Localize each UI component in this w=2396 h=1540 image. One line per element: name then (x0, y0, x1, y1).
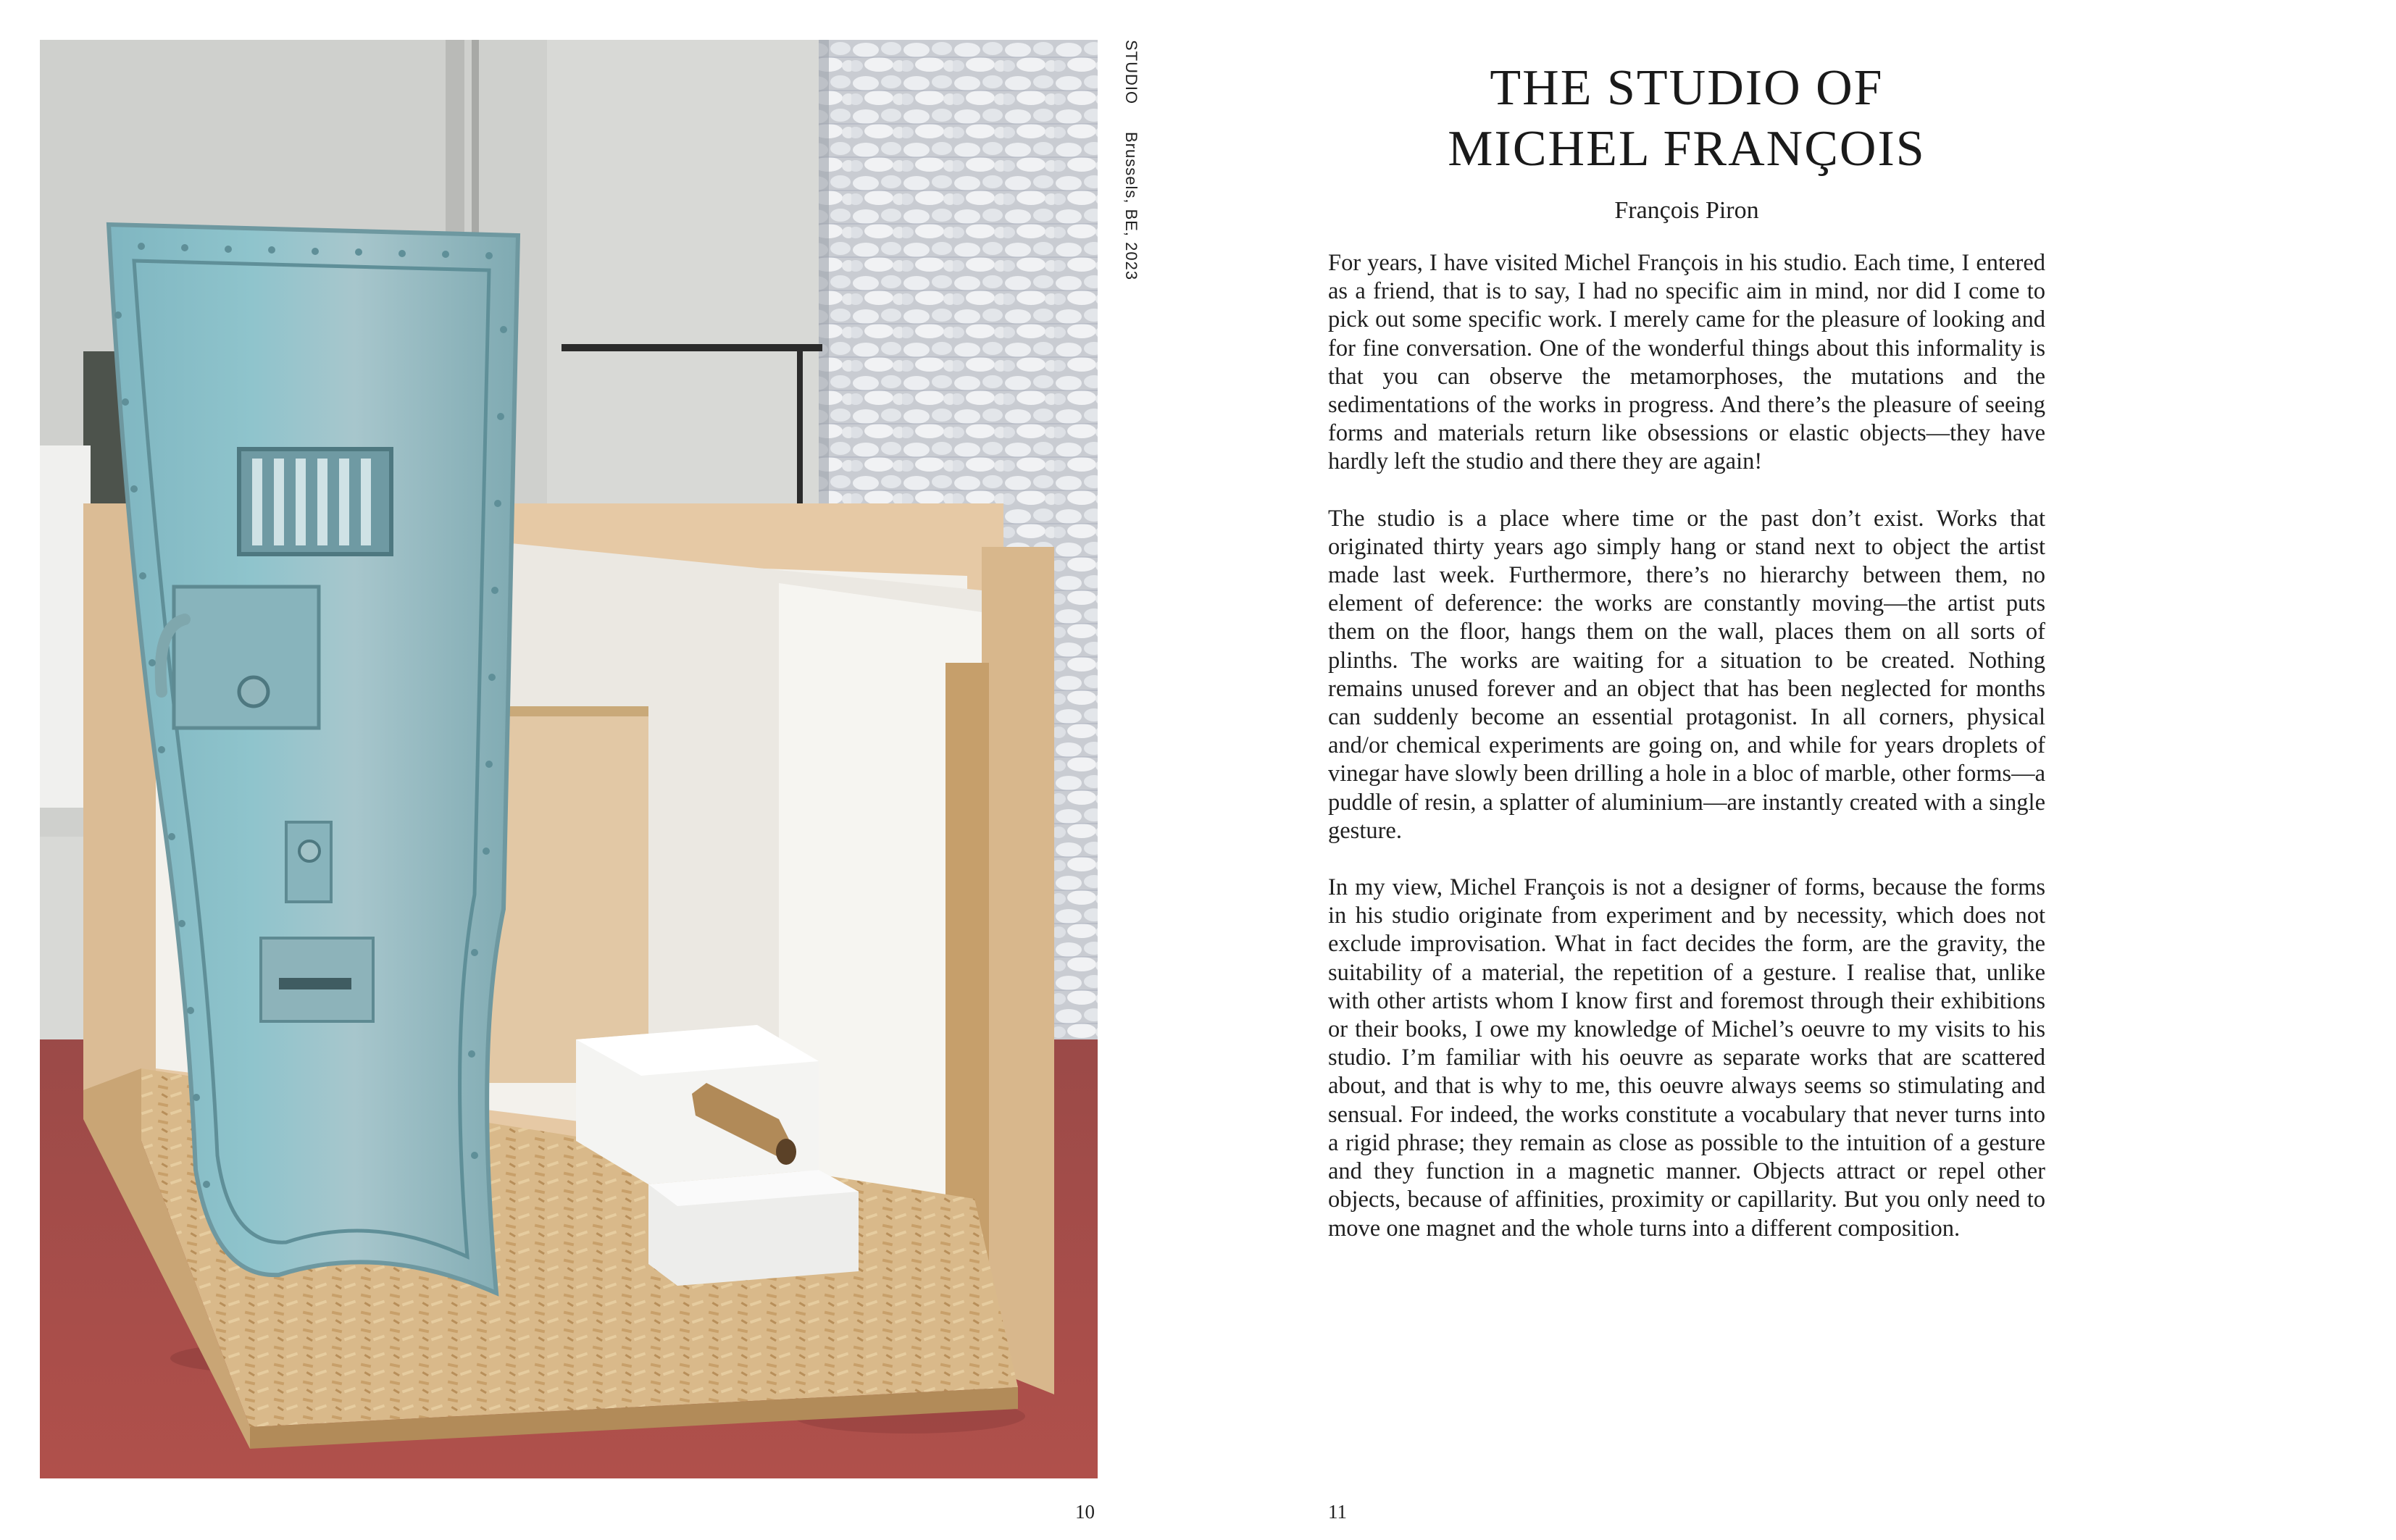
essay-paragraph-1: For years, I have visited Michel François in his studio. Each time, I entered as a friend, that is to say, I had no specific aim in mind, nor did I come to pick out some specific work. I merely came for the pleasure of looking and for fine conversation. One of the wonderful things about this informality is that you can observe the metamorphoses, the mutations and the sedimentations of the works in progress. And there’s the pleasure of seeing forms and materials return like obsessions or elastic objects—they have hardly left the studio and there they are again! (1328, 250, 2045, 475)
essay-paragraph-2: The studio is a place where time or the past don’t exist. Works that originated thirty years ago simply hang or stand next to object the artist made last week. Furthermore, there’s no hierarchy between them, no element of deference: the works are constantly moving—the artist puts them on the floor, hangs them on the wall, places them on all sorts of plinths. The works are waiting for a situation to be created. Nothing remains unused forever and an object that has been neglected for months can suddenly become an essential protagonist. In all corners, physical and/or chemical experiments are going on, and while for years droplets of vinegar have slowly been drilling a hole in a bloc of marble, other forms—a puddle of resin, a splatter of aluminium—are instantly created with a single gesture. (1328, 505, 2045, 844)
essay-author: François Piron (1614, 197, 1759, 224)
page-number-left: 10 (1075, 1501, 1095, 1523)
essay-title-line-1: THE STUDIO OF (1490, 60, 1884, 116)
essay-title (1328, 58, 2045, 180)
page-number-right: 11 (1328, 1501, 1347, 1523)
caption-section: STUDIO (1122, 40, 1140, 105)
studio-sculpture-photo-icon (40, 40, 1098, 1478)
essay-title-line-2: MICHEL FRANÇOIS (1448, 121, 1926, 177)
studio-photograph (40, 40, 1098, 1478)
photo-caption (1122, 40, 1140, 280)
essay-paragraph-3: In my view, Michel François is not a designer of forms, because the forms in his studio originate from experiment and by necessity, which does not exclude improvisation. What in fact decides the form, are the gravity, the suitability of a material, the repetition of a gesture. I realise that, unlike with other artists whom I know first and foremost through their exhibitions or their books, I owe my knowledge of Michel’s oeuvre to my visits to his studio. I’m familiar with his oeuvre as separate works that are scattered about, and that is why to me, this oeuvre always seems so stimulating and sensual. For indeed, the works constitute a vocabulary that never turns into a rigid phrase; they remain as close as possible to the intuition of a gesture and they function in a magnetic manner. Objects attract or repel other objects, because of affinities, proximity or capillarity. But you only need to move one magnet and the whole turns into a different composition. (1328, 874, 2045, 1242)
caption-location: Brussels, BE, 2023 (1122, 132, 1140, 281)
essay (1328, 58, 2045, 1271)
